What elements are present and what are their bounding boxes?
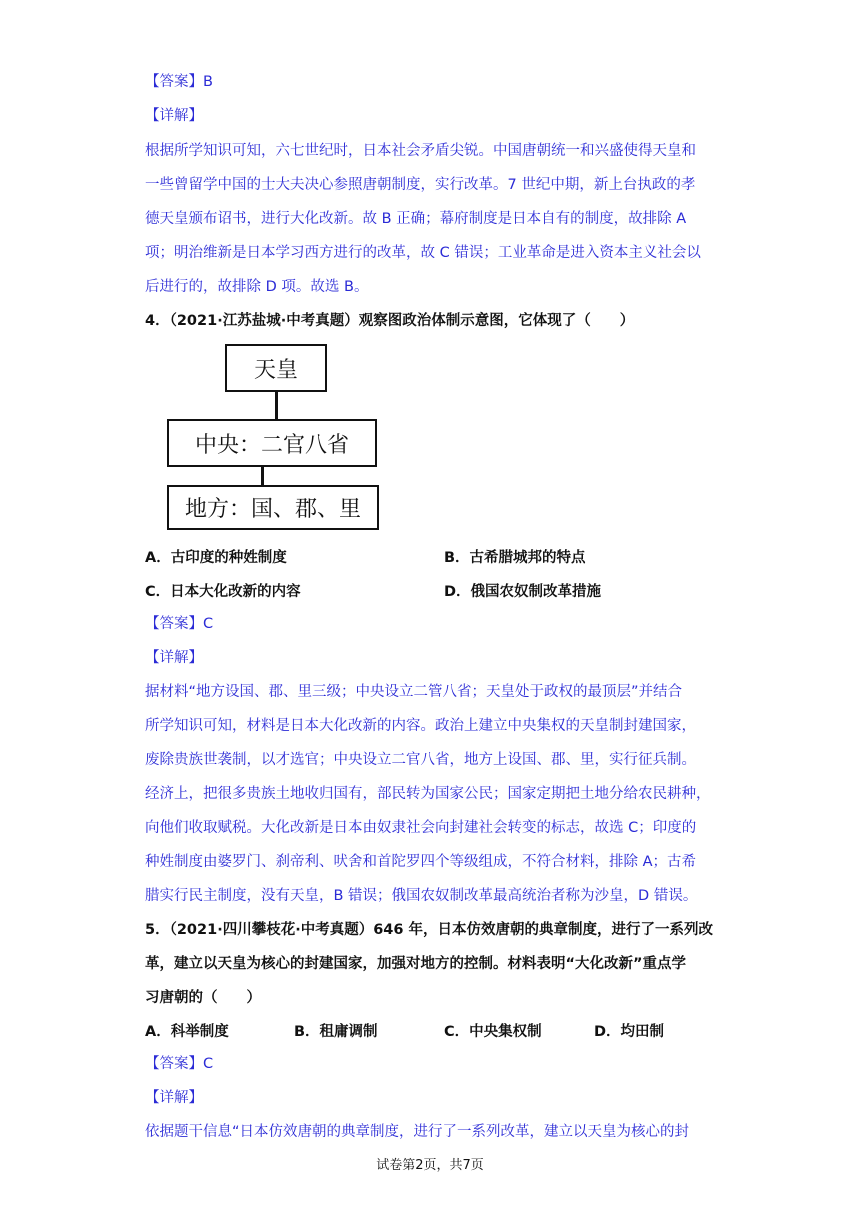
detail-4-line: 向他们收取赋税。大化改新是日本由奴隶社会向封建社会转变的标志，故选 C；印度的: [145, 820, 697, 836]
detail-3-label: 【详解】: [145, 108, 203, 124]
page-footer: 试卷第2页，共7页: [376, 1158, 484, 1173]
detail-4-line: 据材料“地方设国、郡、里三级；中央设立二管八省；天皇处于政权的最顶层”并结合: [145, 684, 683, 700]
answer-label: 【答案】: [145, 1056, 203, 1072]
option-c: C．日本大化改新的内容: [145, 584, 301, 600]
detail-3-line: 后进行的，故排除 D 项。故选 B。: [145, 279, 369, 295]
answer-5: [145, 1054, 725, 1074]
question-4: [145, 311, 725, 331]
answer-value: C: [203, 1056, 214, 1072]
question-5-stem: 习唐朝的（ ）: [145, 990, 261, 1006]
detail-3-line: 一些曾留学中国的士大夫决心参照唐朝制度，实行改革。7 世纪中期，新上台执政的孝: [145, 177, 696, 193]
question-5: [145, 920, 725, 940]
option-a: A．科举制度: [145, 1024, 229, 1040]
detail-3-line: 项；明治维新是日本学习西方进行的改革，故 C 错误；工业革命是进入资本主义社会以: [145, 245, 701, 261]
detail-4-line: 经济上，把很多贵族土地收归国有，部民转为国家公民；国家定期把土地分给农民耕种，: [145, 786, 711, 802]
answer-value: B: [203, 74, 213, 90]
option-d: D．俄国农奴制改革措施: [444, 584, 602, 600]
answer-4: [145, 614, 725, 634]
detail-4-line: 腊实行民主制度，没有天皇，B 错误；俄国农奴制改革最高统治者称为沙皇，D 错误。: [145, 888, 698, 904]
diagram-top-box: 天皇: [225, 344, 327, 392]
question-number: 5．: [145, 922, 170, 938]
answer-3: [145, 72, 725, 92]
answer-label: 【答案】: [145, 616, 203, 632]
detail-4-label: 【详解】: [145, 650, 203, 666]
answer-value: C: [203, 616, 214, 632]
question-source: （2021·江苏盐城·中考真题）: [169, 313, 359, 329]
detail-3-line: 德天皇颁布诏书，进行大化改新。故 B 正确；幕府制度是日本自有的制度，故排除 A: [145, 211, 687, 227]
option-a: A．古印度的种姓制度: [145, 550, 287, 566]
question-stem: 646 年，日本仿效唐朝的典章制度，进行了一系列改: [373, 922, 714, 938]
option-b: B．租庸调制: [294, 1024, 378, 1040]
diagram-connector: [261, 467, 264, 485]
answer-label: 【答案】: [145, 74, 203, 90]
question-5-stem: 革，建立以天皇为核心的封建国家，加强对地方的控制。材料表明“大化改新”重点学: [145, 956, 687, 972]
detail-5-label: 【详解】: [145, 1090, 203, 1106]
detail-4-line: 种姓制度由婆罗门、刹帝利、吠舍和首陀罗四个等级组成，不符合材料，排除 A；古希: [145, 854, 697, 870]
detail-3-line: 根据所学知识可知，六七世纪时，日本社会矛盾尖锐。中国唐朝统一和兴盛使得天皇和: [145, 143, 696, 159]
question-stem: 观察图政治体制示意图，它体现了（ ）: [358, 313, 635, 329]
option-d: D．均田制: [594, 1024, 665, 1040]
detail-4-line: 废除贵族世袭制，以才选官；中央设立二官八省，地方上设国、郡、里，实行征兵制。: [145, 752, 696, 768]
option-c: C．中央集权制: [444, 1024, 542, 1040]
diagram-middle-box: 中央：二官八省: [167, 419, 377, 467]
diagram-bottom-box: 地方：国、郡、里: [167, 485, 379, 530]
diagram-connector: [275, 392, 278, 419]
option-b: B．古希腊城邦的特点: [444, 550, 586, 566]
question-source: （2021·四川攀枝花·中考真题）: [169, 922, 374, 938]
detail-4-line: 所学知识可知，材料是日本大化改新的内容。政治上建立中央集权的天皇制封建国家，: [145, 718, 696, 734]
question-number: 4．: [145, 313, 170, 329]
political-system-diagram: [165, 344, 380, 530]
detail-5-line: 依据题干信息“日本仿效唐朝的典章制度，进行了一系列改革，建立以天皇为核心的封: [145, 1124, 690, 1140]
